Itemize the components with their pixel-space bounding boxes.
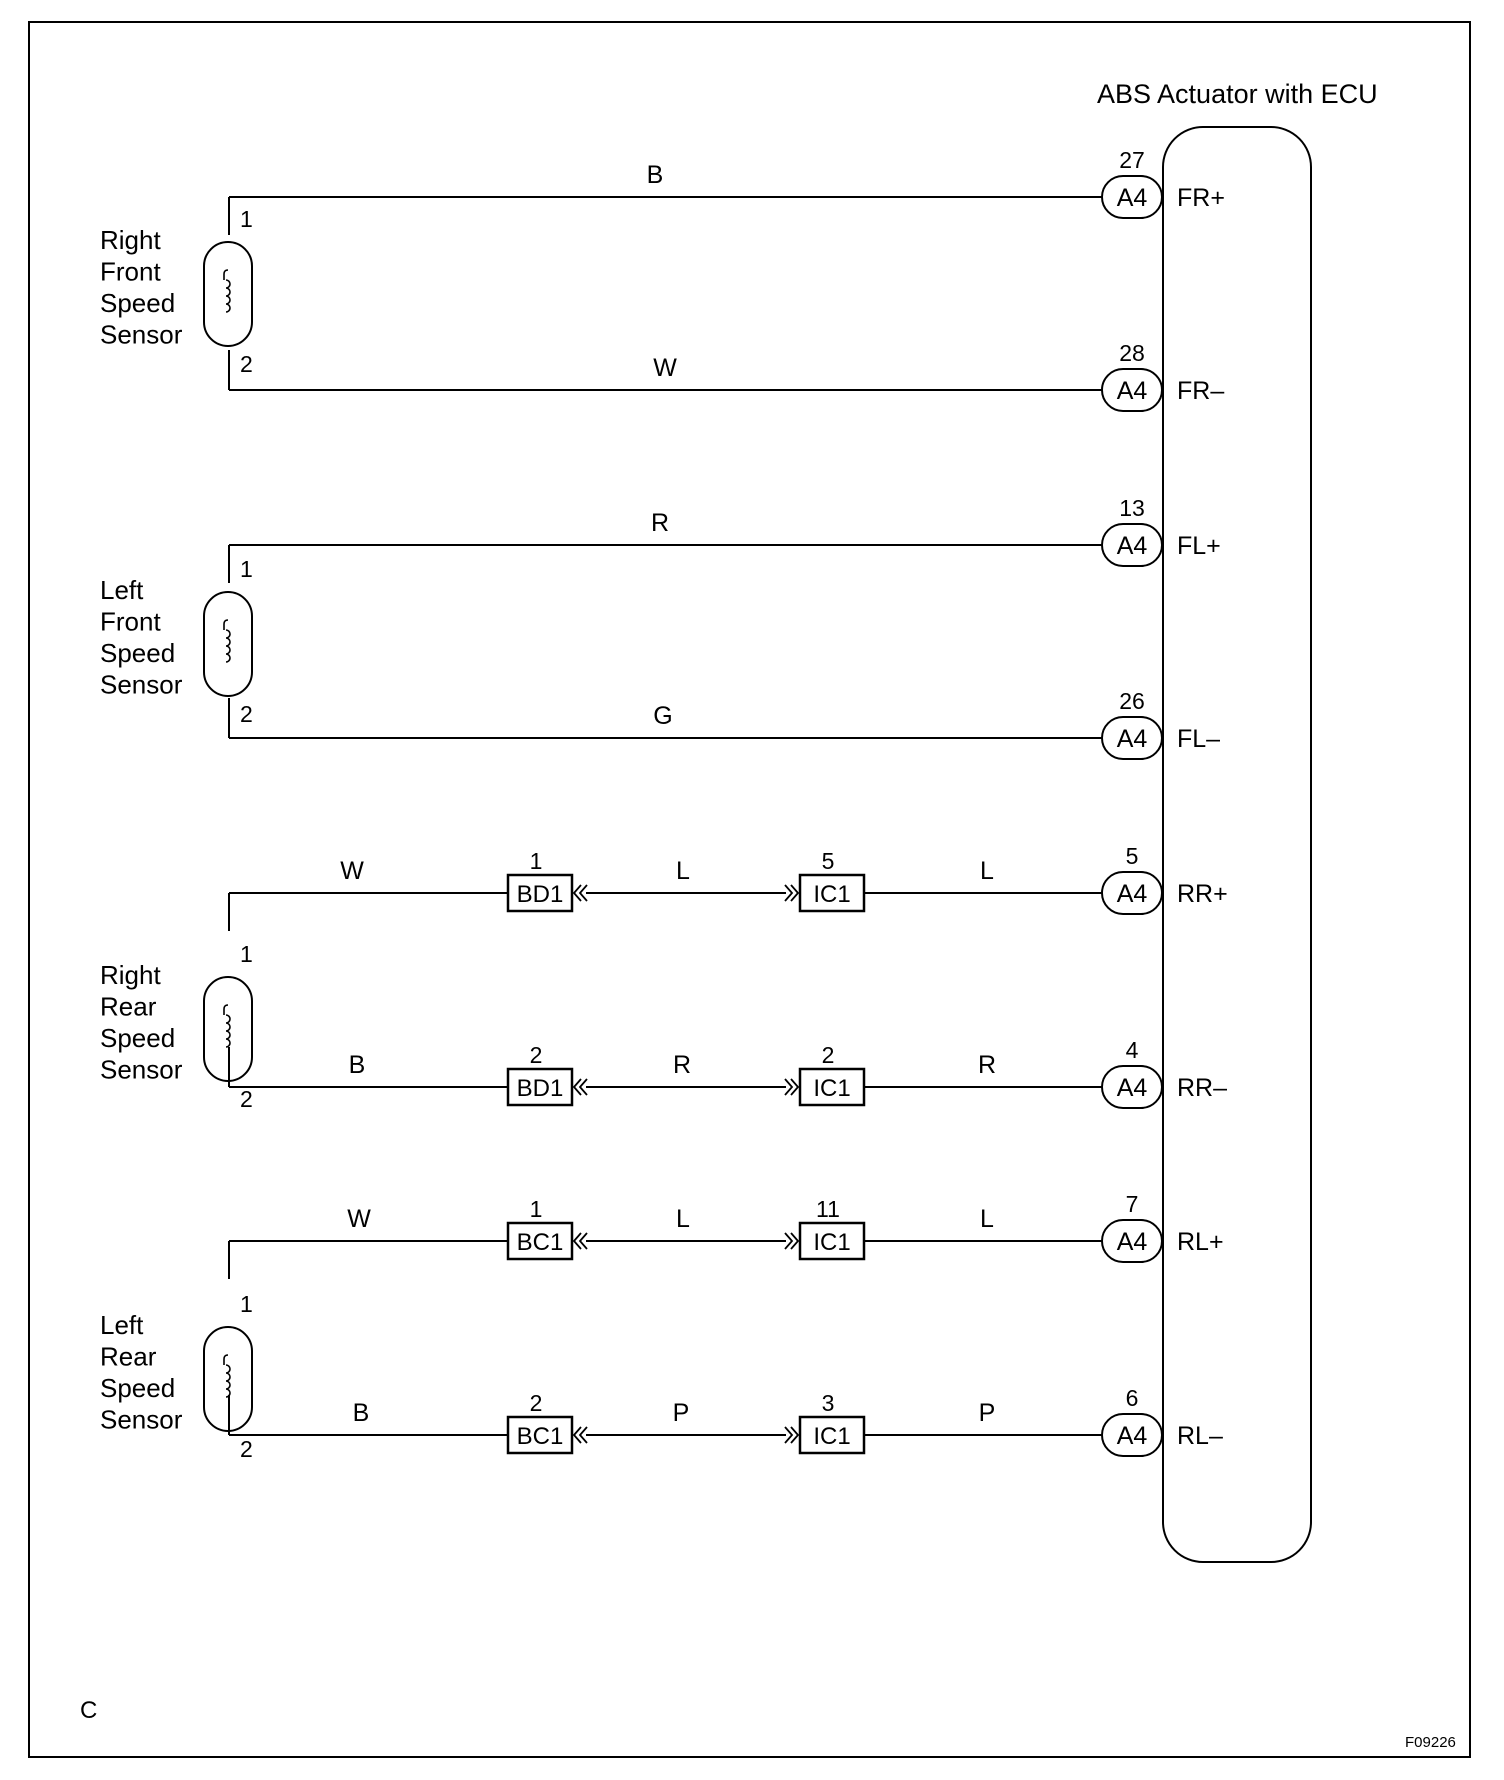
junction-pin: 2 [529,1042,543,1068]
junction-ic1 [785,1390,864,1453]
ecu-pin-number: 28 [1119,340,1145,366]
wire-2 [229,340,1224,411]
wire-5 [229,843,1228,931]
wire-color-label: R [672,1051,692,1079]
junction-ic1 [785,1196,864,1259]
sensor-label-line: Left [100,1310,144,1340]
ecu-title: ABS Actuator with ECU [1097,79,1378,109]
wire-3 [229,495,1221,583]
connector-name: A4 [1116,532,1148,560]
connector-name: A4 [1116,880,1148,908]
terminal-label: FR– [1177,377,1225,405]
sensor-pin-top: 1 [240,556,253,582]
ecu-connector-a4 [1102,1385,1162,1456]
connector-name: A4 [1116,1422,1148,1450]
wire-1 [229,147,1225,235]
wire-color-label: W [347,1205,371,1233]
junction-bc1 [508,1196,587,1259]
sensor-body [204,242,252,346]
coil-icon [224,1355,230,1397]
terminal-label: FR+ [1177,184,1225,212]
sensor-pin-top: 1 [240,941,253,967]
terminal-label: FL– [1177,725,1221,753]
wire-color-label: R [650,509,670,537]
female-arrow-icon [574,1427,587,1443]
ecu-pin-number: 5 [1125,843,1139,869]
ecu-connector-a4 [1102,340,1162,411]
wire-color-label: L [676,1205,690,1233]
terminal-label: RL– [1177,1422,1223,1450]
sensor-label-line: Speed [100,1373,176,1403]
sensor-label-line: Front [100,606,161,637]
wire-color-label: P [672,1399,690,1427]
ecu-pin-number: 6 [1125,1385,1139,1411]
wire-color-label: P [978,1399,996,1427]
junction-name: IC1 [813,881,851,908]
female-arrow-icon [574,1233,587,1249]
junction-pin: 1 [529,848,543,874]
ecu-pin-number: 13 [1119,495,1145,521]
sensor-label-line: Left [100,575,144,605]
connector-name: A4 [1116,1228,1148,1256]
connector-name: A4 [1116,377,1148,405]
junction-pin: 1 [529,1196,543,1222]
ecu-connector-a4 [1102,1191,1162,1262]
connector-name: A4 [1116,725,1148,753]
junction-name: BC1 [516,1229,564,1256]
sensor-label-line: Rear [100,991,157,1022]
wire-6 [229,1037,1227,1108]
ecu-connector-a4 [1102,843,1162,914]
junction-ic1 [785,848,864,911]
sensor-label-line: Right [100,960,161,990]
coil-icon [224,1005,230,1047]
ecu-connector-a4 [1102,688,1162,759]
junction-pin: 5 [821,848,835,874]
sensor-label-line: Speed [100,638,176,668]
wire-color-label: L [980,857,994,885]
sensor-label-line: Speed [100,1023,176,1053]
junction-bd1 [508,848,587,911]
ecu-pin-number: 4 [1125,1037,1139,1063]
sensor-label-line: Right [100,225,161,255]
sensor-pin-bottom: 2 [240,1436,253,1462]
wire-color-label: L [980,1205,994,1233]
wires-layer [229,147,1228,1456]
sensor-pin-bottom: 2 [240,1086,253,1112]
ecu-pin-number: 27 [1119,147,1145,173]
wire-7 [229,1191,1224,1279]
wire-color-label: W [340,857,364,885]
wire-8 [229,1385,1223,1456]
junction-name: BC1 [516,1423,564,1450]
junction-bd1 [508,1042,587,1105]
ecu-pin-number: 7 [1125,1191,1139,1217]
junction-name: BD1 [516,881,564,908]
junction-name: IC1 [813,1075,851,1102]
junction-name: IC1 [813,1423,851,1450]
sensor-label-line: Front [100,256,161,287]
female-arrow-icon [574,885,587,901]
junction-pin: 11 [816,1196,840,1222]
ecu-pin-number: 26 [1119,688,1145,714]
wire-color-label: G [653,702,673,730]
wire-color-label: B [352,1399,370,1427]
terminal-label: FL+ [1177,532,1221,560]
wire-color-label: L [676,857,690,885]
wire-color-label: B [646,161,664,189]
diagram-frame [29,22,1470,1757]
wire-color-label: R [977,1051,997,1079]
sensor-body [204,592,252,696]
junction-pin: 2 [529,1390,543,1416]
figure-code: F09226 [1405,1734,1456,1751]
sensor-pin-bottom: 2 [240,351,253,377]
connector-name: A4 [1116,1074,1148,1102]
abs-ecu-body [1163,127,1311,1562]
male-arrow-icon [785,885,798,901]
ecu-connector-a4 [1102,1037,1162,1108]
sensor-label-line: Sensor [100,669,183,700]
wire-4 [229,688,1220,759]
ecu-connector-a4 [1102,495,1162,566]
sensor-label-line: Rear [100,1341,157,1372]
junction-name: BD1 [516,1075,564,1102]
terminal-label: RL+ [1177,1228,1224,1256]
junction-ic1 [785,1042,864,1105]
terminal-label: RR+ [1177,880,1228,908]
junction-name: IC1 [813,1229,851,1256]
male-arrow-icon [785,1427,798,1443]
connector-name: A4 [1116,184,1148,212]
sensor-pin-top: 1 [240,1291,253,1317]
wire-color-label: W [653,354,677,382]
female-arrow-icon [574,1079,587,1095]
junction-pin: 2 [821,1042,835,1068]
corner-label: C [80,1697,98,1724]
speed-sensor-lr [100,1291,253,1462]
sensor-label-line: Sensor [100,1404,183,1435]
terminal-label: RR– [1177,1074,1228,1102]
sensor-pin-bottom: 2 [240,701,253,727]
sensor-label-line: Speed [100,288,176,318]
male-arrow-icon [785,1233,798,1249]
coil-icon [224,270,230,312]
junction-bc1 [508,1390,587,1453]
sensor-label-line: Sensor [100,319,183,350]
junction-pin: 3 [821,1390,835,1416]
wire-color-label: B [348,1051,366,1079]
coil-icon [224,620,230,662]
ecu-connector-a4 [1102,147,1162,218]
male-arrow-icon [785,1079,798,1095]
sensor-pin-top: 1 [240,206,253,232]
sensor-label-line: Sensor [100,1054,183,1085]
